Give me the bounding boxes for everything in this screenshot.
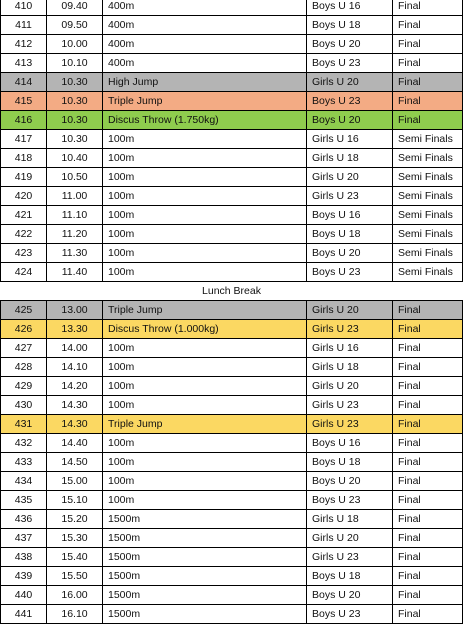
event-category: Boys U 16 xyxy=(307,434,393,453)
event-name: 400m xyxy=(103,0,307,16)
event-category: Boys U 18 xyxy=(307,16,393,35)
event-time: 16.10 xyxy=(47,605,103,624)
event-time: 14.20 xyxy=(47,377,103,396)
event-time: 15.50 xyxy=(47,567,103,586)
event-name: Triple Jump xyxy=(103,415,307,434)
schedule-row xyxy=(1,73,463,92)
event-category: Girls U 23 xyxy=(307,548,393,567)
event-name: Discus Throw (1.750kg) xyxy=(103,111,307,130)
event-category: Girls U 20 xyxy=(307,73,393,92)
event-time: 15.40 xyxy=(47,548,103,567)
event-round: Final xyxy=(393,434,463,453)
event-name: 100m xyxy=(103,130,307,149)
event-number: 411 xyxy=(1,16,47,35)
event-name: 100m xyxy=(103,377,307,396)
event-name: 1500m xyxy=(103,605,307,624)
event-category: Boys U 18 xyxy=(307,225,393,244)
event-round: Final xyxy=(393,396,463,415)
event-category: Girls U 23 xyxy=(307,396,393,415)
event-name: 100m xyxy=(103,149,307,168)
event-number: 438 xyxy=(1,548,47,567)
event-number: 410 xyxy=(1,0,47,16)
schedule-row xyxy=(1,491,463,510)
schedule-row xyxy=(1,396,463,415)
schedule-row xyxy=(1,0,463,16)
event-category: Boys U 23 xyxy=(307,263,393,282)
event-name: 100m xyxy=(103,434,307,453)
event-round: Final xyxy=(393,16,463,35)
event-time: 11.10 xyxy=(47,206,103,225)
event-number: 426 xyxy=(1,320,47,339)
event-round: Final xyxy=(393,111,463,130)
event-time: 14.40 xyxy=(47,434,103,453)
lunch-break-label: Lunch Break xyxy=(1,282,463,301)
event-name: 100m xyxy=(103,225,307,244)
schedule-row xyxy=(1,301,463,320)
event-category: Girls U 16 xyxy=(307,339,393,358)
schedule-row xyxy=(1,339,463,358)
event-name: 1500m xyxy=(103,529,307,548)
event-number: 412 xyxy=(1,35,47,54)
event-number: 428 xyxy=(1,358,47,377)
event-round: Final xyxy=(393,605,463,624)
event-round: Final xyxy=(393,567,463,586)
event-name: 1500m xyxy=(103,548,307,567)
event-time: 10.10 xyxy=(47,54,103,73)
event-number: 435 xyxy=(1,491,47,510)
event-category: Boys U 18 xyxy=(307,567,393,586)
schedule-row xyxy=(1,54,463,73)
schedule-row xyxy=(1,605,463,624)
event-time: 15.30 xyxy=(47,529,103,548)
event-name: 100m xyxy=(103,453,307,472)
event-name: Triple Jump xyxy=(103,92,307,111)
event-name: Triple Jump xyxy=(103,301,307,320)
event-time: 14.30 xyxy=(47,396,103,415)
schedule-row xyxy=(1,453,463,472)
schedule-row xyxy=(1,358,463,377)
schedule-body xyxy=(1,0,463,624)
event-round: Final xyxy=(393,339,463,358)
event-name: 100m xyxy=(103,491,307,510)
event-time: 13.30 xyxy=(47,320,103,339)
event-round: Semi Finals xyxy=(393,263,463,282)
event-category: Boys U 16 xyxy=(307,206,393,225)
event-category: Girls U 20 xyxy=(307,529,393,548)
event-category: Boys U 20 xyxy=(307,111,393,130)
event-number: 423 xyxy=(1,244,47,263)
event-name: 1500m xyxy=(103,510,307,529)
event-name: 100m xyxy=(103,472,307,491)
event-time: 10.50 xyxy=(47,168,103,187)
event-number: 415 xyxy=(1,92,47,111)
event-category: Girls U 23 xyxy=(307,187,393,206)
event-category: Girls U 23 xyxy=(307,415,393,434)
event-number: 420 xyxy=(1,187,47,206)
event-category: Girls U 23 xyxy=(307,320,393,339)
schedule-row xyxy=(1,415,463,434)
schedule-row xyxy=(1,434,463,453)
event-time: 10.30 xyxy=(47,111,103,130)
event-category: Girls U 18 xyxy=(307,510,393,529)
schedule-row xyxy=(1,111,463,130)
event-round: Semi Finals xyxy=(393,225,463,244)
schedule-row xyxy=(1,567,463,586)
schedule-row xyxy=(1,149,463,168)
event-time: 11.30 xyxy=(47,244,103,263)
event-time: 09.50 xyxy=(47,16,103,35)
event-round: Final xyxy=(393,320,463,339)
schedule-row xyxy=(1,16,463,35)
event-time: 10.30 xyxy=(47,130,103,149)
event-category: Boys U 23 xyxy=(307,92,393,111)
event-round: Final xyxy=(393,301,463,320)
schedule-row xyxy=(1,548,463,567)
event-name: 100m xyxy=(103,206,307,225)
event-time: 14.30 xyxy=(47,415,103,434)
event-name: 100m xyxy=(103,339,307,358)
schedule-row xyxy=(1,472,463,491)
event-round: Final xyxy=(393,548,463,567)
event-time: 13.00 xyxy=(47,301,103,320)
event-time: 10.30 xyxy=(47,73,103,92)
event-category: Girls U 20 xyxy=(307,168,393,187)
event-round: Final xyxy=(393,92,463,111)
event-category: Boys U 16 xyxy=(307,0,393,16)
event-round: Final xyxy=(393,529,463,548)
event-category: Boys U 23 xyxy=(307,54,393,73)
event-round: Final xyxy=(393,54,463,73)
event-number: 440 xyxy=(1,586,47,605)
event-time: 10.00 xyxy=(47,35,103,54)
event-category: Boys U 23 xyxy=(307,491,393,510)
schedule-row xyxy=(1,586,463,605)
event-number: 414 xyxy=(1,73,47,92)
event-round: Semi Finals xyxy=(393,130,463,149)
event-round: Final xyxy=(393,472,463,491)
schedule-row xyxy=(1,168,463,187)
event-number: 429 xyxy=(1,377,47,396)
event-category: Girls U 18 xyxy=(307,149,393,168)
event-number: 413 xyxy=(1,54,47,73)
schedule-row xyxy=(1,92,463,111)
event-number: 437 xyxy=(1,529,47,548)
event-category: Girls U 18 xyxy=(307,358,393,377)
event-name: 100m xyxy=(103,244,307,263)
event-number: 418 xyxy=(1,149,47,168)
event-name: 1500m xyxy=(103,586,307,605)
event-round: Final xyxy=(393,377,463,396)
schedule-row xyxy=(1,244,463,263)
event-name: 400m xyxy=(103,35,307,54)
schedule-row xyxy=(1,320,463,339)
event-time: 09.40 xyxy=(47,0,103,16)
event-number: 430 xyxy=(1,396,47,415)
event-time: 14.10 xyxy=(47,358,103,377)
event-number: 434 xyxy=(1,472,47,491)
event-round: Final xyxy=(393,415,463,434)
event-round: Final xyxy=(393,510,463,529)
event-number: 441 xyxy=(1,605,47,624)
event-number: 419 xyxy=(1,168,47,187)
event-number: 424 xyxy=(1,263,47,282)
event-time: 15.10 xyxy=(47,491,103,510)
event-time: 15.20 xyxy=(47,510,103,529)
schedule-row xyxy=(1,225,463,244)
event-time: 10.30 xyxy=(47,92,103,111)
event-round: Final xyxy=(393,35,463,54)
event-round: Final xyxy=(393,0,463,16)
event-name: 100m xyxy=(103,396,307,415)
event-number: 439 xyxy=(1,567,47,586)
event-number: 433 xyxy=(1,453,47,472)
event-category: Girls U 20 xyxy=(307,377,393,396)
event-name: 100m xyxy=(103,168,307,187)
event-name: 1500m xyxy=(103,567,307,586)
event-name: 100m xyxy=(103,187,307,206)
event-time: 16.00 xyxy=(47,586,103,605)
lunch-break-row xyxy=(1,282,463,301)
event-name: 400m xyxy=(103,54,307,73)
event-round: Semi Finals xyxy=(393,206,463,225)
event-time: 14.00 xyxy=(47,339,103,358)
event-time: 14.50 xyxy=(47,453,103,472)
event-category: Girls U 20 xyxy=(307,301,393,320)
schedule-row xyxy=(1,35,463,54)
schedule-row xyxy=(1,529,463,548)
event-round: Semi Finals xyxy=(393,168,463,187)
event-round: Final xyxy=(393,453,463,472)
event-round: Semi Finals xyxy=(393,187,463,206)
schedule-row xyxy=(1,263,463,282)
event-name: 400m xyxy=(103,16,307,35)
event-round: Final xyxy=(393,358,463,377)
event-category: Boys U 23 xyxy=(307,605,393,624)
event-round: Semi Finals xyxy=(393,149,463,168)
event-category: Boys U 20 xyxy=(307,472,393,491)
event-category: Boys U 20 xyxy=(307,244,393,263)
event-category: Boys U 20 xyxy=(307,35,393,54)
event-number: 416 xyxy=(1,111,47,130)
event-number: 436 xyxy=(1,510,47,529)
event-number: 431 xyxy=(1,415,47,434)
schedule-row xyxy=(1,130,463,149)
event-number: 427 xyxy=(1,339,47,358)
event-time: 11.40 xyxy=(47,263,103,282)
event-category: Girls U 16 xyxy=(307,130,393,149)
event-name: 100m xyxy=(103,263,307,282)
event-number: 421 xyxy=(1,206,47,225)
schedule-row xyxy=(1,510,463,529)
event-name: 100m xyxy=(103,358,307,377)
event-name: Discus Throw (1.000kg) xyxy=(103,320,307,339)
event-time: 11.00 xyxy=(47,187,103,206)
event-number: 422 xyxy=(1,225,47,244)
event-number: 417 xyxy=(1,130,47,149)
event-time: 11.20 xyxy=(47,225,103,244)
event-category: Boys U 18 xyxy=(307,453,393,472)
schedule-row xyxy=(1,206,463,225)
event-time: 10.40 xyxy=(47,149,103,168)
event-round: Final xyxy=(393,73,463,92)
event-category: Boys U 20 xyxy=(307,586,393,605)
event-round: Semi Finals xyxy=(393,244,463,263)
event-name: High Jump xyxy=(103,73,307,92)
schedule-row xyxy=(1,377,463,396)
event-time: 15.00 xyxy=(47,472,103,491)
event-round: Final xyxy=(393,491,463,510)
event-round: Final xyxy=(393,586,463,605)
event-number: 432 xyxy=(1,434,47,453)
schedule-row xyxy=(1,187,463,206)
event-number: 425 xyxy=(1,301,47,320)
